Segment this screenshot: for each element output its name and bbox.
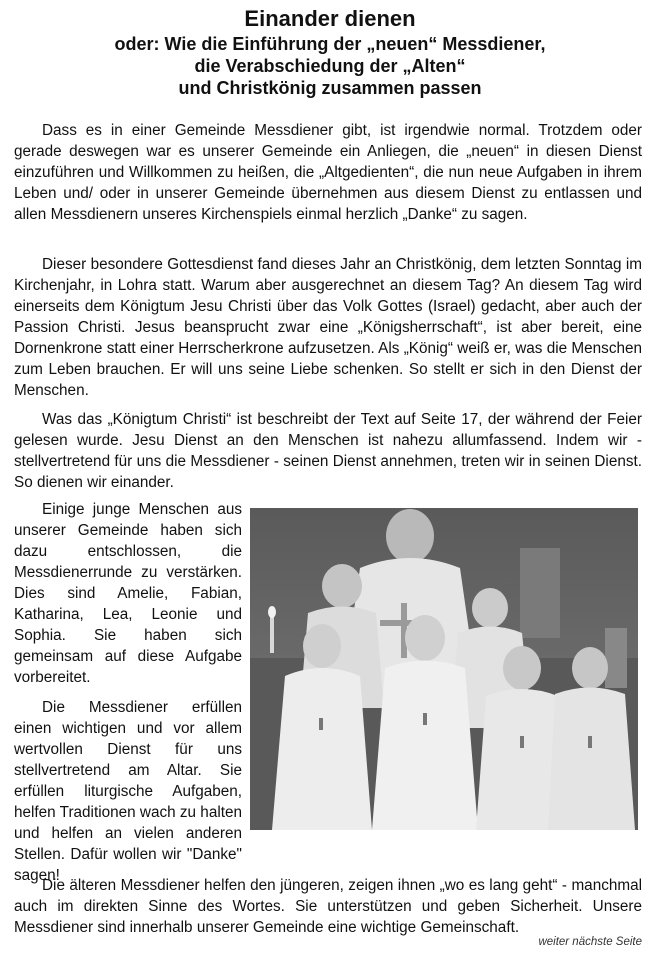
paragraph-older-servers: Die älteren Messdiener helfen den jüngeren, zeigen ihnen „wo es lang geht“ - manchmal auch im direkten Sinne des Wortes. Sie unterstützen und geben Sicherheit. Unsere Messdiener sind innerhalb unserer Gemeinde eine wichtige Gemeinschaft. (14, 877, 642, 936)
paragraph-christkoenig: Dieser besondere Gottesdienst fand dieses Jahr an Christkönig, dem letzten Sonntag im Kirchenjahr, in Lohra statt. Warum aber ausgerechnet an diesem Tag? An diesem Tag wird einerseits dem Königtum Jesu Christi über das Volk Gottes (Israel) gedacht, aber auch der Passion Christi. Jesus beansprucht zwar eine „Königsherrschaft“, ist aber bereit, eine Dornenkrone statt einer Herrscherkrone aufzusetzen. Als „König“ weiß er, was die Menschen zum Leben brauchen. Er will uns seine Liebe schenken. So stellt er sich in den Dienst der Menschen. (14, 256, 642, 399)
subtitle-line-2: die Verabschiedung der „Alten“ (194, 56, 466, 76)
subtitle-line-1: oder: Wie die Einführung der „neuen“ Messdiener, (114, 34, 546, 54)
paragraph-service: Die Messdiener erfüllen einen wichtigen und vor allem wertvollen Dienst für uns stellvertretend am Altar. Sie erfüllen liturgische Aufgaben, helfen Traditionen wach zu halten und helfen an vielen anderen Stellen. Dafür wollen wir "Danke" sagen! (14, 699, 242, 884)
paragraph-intro: Dass es in einer Gemeinde Messdiener gibt, ist irgendwie normal. Trotzdem oder gerade deswegen war es unserer Gemeinde ein Anliegen, die „neuen“ in diesen Dienst einzuführen und Willkommen zu heißen, die „Altgedienten“, die nun neue Aufgaben in ihrem Leben und/ oder in unserer Gemeinde übernehmen aus diesem Dienst zu entlassen und allen Messdienern unseres Kirchenspiels einmal herzlich „Danke“ zu sagen. (14, 122, 642, 223)
paragraph-new-servers: Einige junge Menschen aus unserer Gemeinde haben sich dazu entschlossen, die Messdienerrunde zu verstärken. Dies sind Amelie, Fabian, Katharina, Lea, Leonie und Sophia. Sie haben sich gemeinsam auf diese Aufgabe vorbereitet. (14, 501, 242, 686)
article-title: Einander dienen (244, 6, 416, 31)
group-photo-icon (250, 508, 638, 830)
subtitle-line-3: und Christkönig zusammen passen (178, 78, 482, 98)
article-subtitle (0, 33, 660, 99)
continued-note: weiter nächste Seite (538, 936, 642, 948)
paragraph-koenigtum: Was das „Königtum Christi“ ist beschreibt der Text auf Seite 17, der während der Feier gelesen wurde. Jesu Dienst an den Menschen ist nahezu allumfassend. Indem wir - stellvertretend für uns die Messdiener - seinen Dienst annehmen, treten wir in seinen Dienst. So dienen wir einander. (14, 411, 642, 491)
group-photo (250, 508, 638, 830)
